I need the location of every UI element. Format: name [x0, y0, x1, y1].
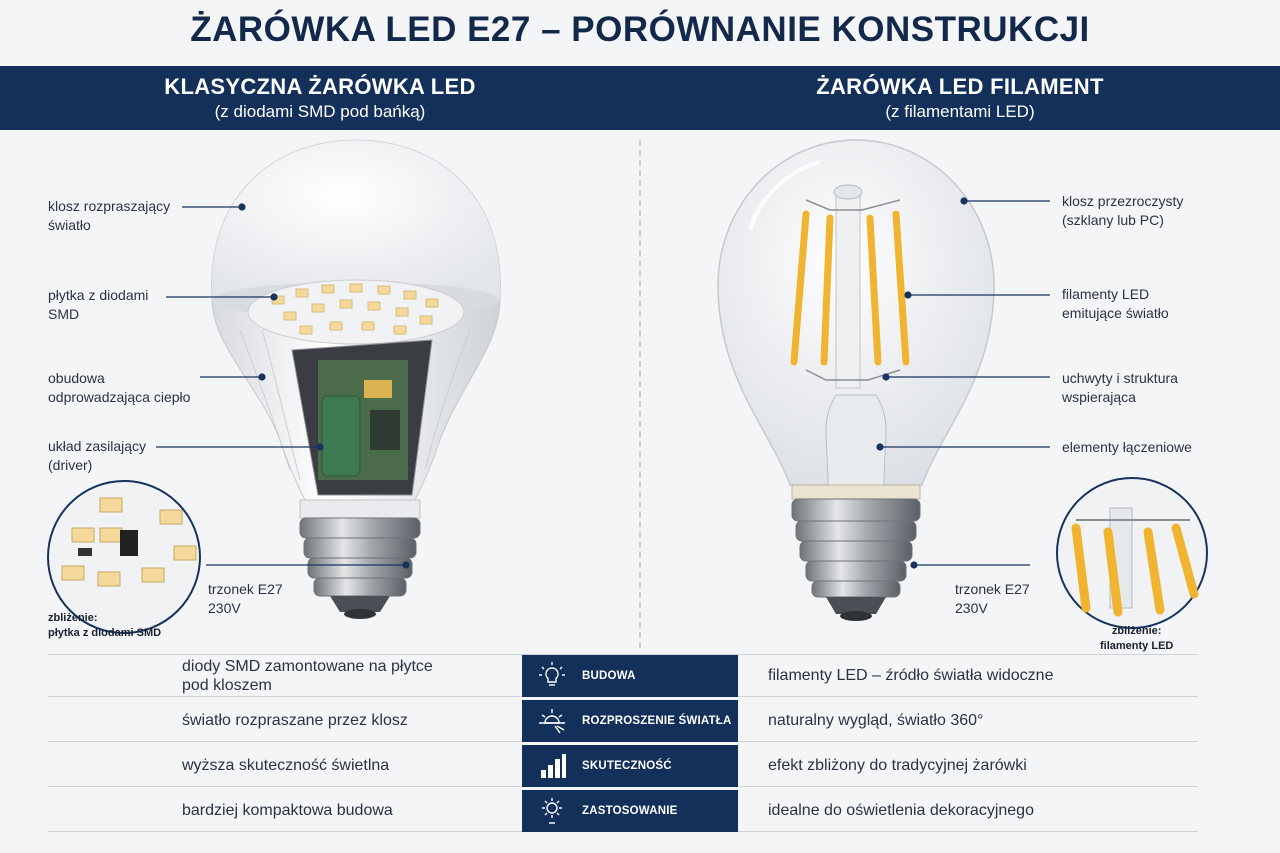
row-right-cell [738, 790, 1198, 832]
row-category [522, 655, 738, 697]
left-zoom-caption [48, 611, 161, 641]
label-supports-line1: uchwyty i struktura [1062, 370, 1178, 386]
row-category [522, 745, 738, 787]
label-connectors-line1: elementy łączeniowe [1062, 439, 1192, 455]
row-right-text: naturalny wygląd, światło 360° [768, 711, 984, 729]
label-right-base-line2: 230V [955, 600, 988, 616]
left-zoom-caption-line1: zbliżenie: [48, 612, 98, 624]
row-left-text: pod kloszem [182, 676, 272, 694]
left-zoom-caption-line2: płytka z diodami SMD [48, 627, 162, 639]
smd-bulb-illustration [211, 140, 500, 619]
row-right-text: efekt zbliżony do tradycyjnej żarówki [768, 756, 1027, 774]
row-left-cell [48, 790, 522, 832]
bulb-icon [522, 655, 582, 697]
page-title: ŻARÓWKA LED E27 – PORÓWNANIE KONSTRUKCJI [190, 10, 1090, 49]
label-housing-line2: odprowadzająca ciepło [48, 389, 191, 405]
right-zoom-caption-line1: zbliżenie: [1111, 625, 1162, 637]
row-category-label: BUDOWA [582, 670, 636, 682]
sun-lamp-icon [522, 790, 582, 832]
label-left-base [208, 580, 283, 618]
label-pcb-line1: płytka z diodami [48, 287, 149, 303]
label-driver-line2: (driver) [48, 457, 93, 473]
table-row [48, 790, 1198, 834]
right-zoom-caption-line2: filamenty LED [1100, 640, 1174, 652]
label-right-base [955, 580, 1030, 618]
row-left-cell [48, 700, 522, 742]
filament-bulb-illustration [718, 140, 994, 621]
row-category [522, 700, 738, 742]
label-right-base-line1: trzonek E27 [955, 581, 1030, 597]
label-filaments-line2: emitujące światło [1062, 305, 1169, 321]
table-row [48, 745, 1198, 789]
label-supports [1062, 369, 1178, 407]
label-diffuser-line1: klosz rozpraszający [48, 198, 171, 214]
left-heading: KLASYCZNA ŻARÓWKA LED [164, 74, 476, 99]
table-row [48, 700, 1198, 744]
row-category-label: ZASTOSOWANIE [582, 805, 678, 817]
row-category-label: ROZPROSZENIE ŚWIATŁA [582, 715, 732, 727]
table-row [48, 655, 1198, 699]
label-left-base-line1: trzonek E27 [208, 581, 283, 597]
row-left-cell [48, 745, 522, 787]
label-pcb-line2: SMD [48, 306, 80, 322]
row-right-cell [738, 700, 1198, 742]
label-filaments-line1: filamenty LED [1062, 286, 1150, 302]
row-right-cell [738, 655, 1198, 697]
label-housing-line1: obudowa [48, 370, 105, 386]
row-left-text: światło rozpraszane przez klosz [182, 712, 408, 729]
label-diffuser [48, 197, 170, 235]
label-pcb [48, 286, 148, 324]
row-left-cell [48, 655, 522, 697]
row-right-text: filamenty LED – źródło światła widoczne [768, 666, 1054, 684]
left-subheading: (z diodami SMD pod bańką) [214, 102, 426, 121]
bar-chart-icon [522, 745, 582, 787]
row-left-text: wyższa skuteczność świetlna [182, 757, 390, 774]
row-category-label: SKUTECZNOŚĆ [582, 760, 672, 772]
row-left-text: bardziej kompaktowa budowa [182, 802, 393, 819]
label-supports-line2: wspierająca [1062, 389, 1136, 405]
row-right-text: idealne do oświetlenia dekoracyjnego [768, 801, 1034, 819]
label-housing [48, 369, 190, 407]
label-glass [1062, 192, 1183, 230]
row-right-cell [738, 745, 1198, 787]
label-glass-line2: (szklany lub PC) [1062, 212, 1164, 228]
row-category [522, 790, 738, 832]
label-diffuser-line2: światło [48, 217, 91, 233]
filament-zoom-illustration [1057, 478, 1207, 628]
label-glass-line1: klosz przezroczysty [1062, 193, 1184, 209]
label-connectors [1062, 438, 1192, 457]
label-filaments [1062, 285, 1169, 323]
right-heading: ŻARÓWKA LED FILAMENT [816, 74, 1104, 99]
label-left-base-line2: 230V [208, 600, 241, 616]
row-left-text: diody SMD zamontowane na płytce [182, 657, 433, 675]
light-spread-icon [522, 700, 582, 742]
label-driver [48, 437, 146, 475]
right-subheading: (z filamentami LED) [885, 102, 1035, 121]
right-zoom-caption [1100, 624, 1173, 654]
label-driver-line1: układ zasilający [48, 438, 147, 454]
